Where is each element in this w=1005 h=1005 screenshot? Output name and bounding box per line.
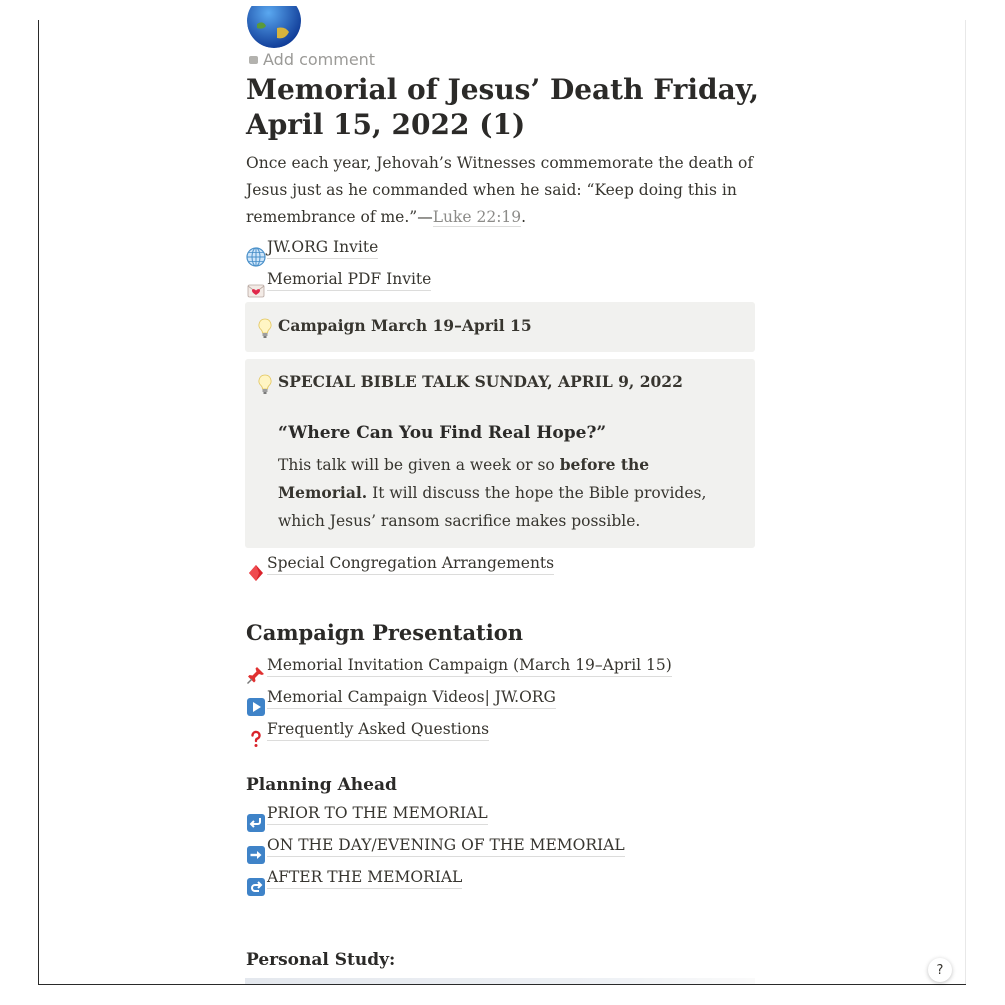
link-label[interactable]: Special Congregation Arrangements [267,554,554,575]
link-label[interactable]: Memorial Invitation Campaign (March 19–April 15) [267,656,672,677]
link-label[interactable]: PRIOR TO THE MEMORIAL [267,804,488,825]
link-memorial-invitation-campaign[interactable] [246,656,672,677]
intro-end: . [521,208,527,226]
link-after-memorial[interactable] [246,868,462,889]
right-arrow-icon [246,845,266,865]
window-bottom-border [38,984,966,985]
red-diamond-icon [246,563,266,583]
link-frequently-asked-questions[interactable] [246,720,489,741]
link-label[interactable]: AFTER THE MEMORIAL [267,868,462,889]
link-memorial-pdf-invite[interactable] [246,270,431,291]
play-button-icon [246,697,266,717]
heading-personal-study: Personal Study: [246,950,396,970]
help-label: ? [936,962,944,978]
link-label[interactable]: Frequently Asked Questions [267,720,489,741]
callout-title: SPECIAL BIBLE TALK SUNDAY, APRIL 9, 2022 [278,372,683,391]
link-label[interactable]: JW.ORG Invite [267,238,378,259]
link-label[interactable]: Memorial PDF Invite [267,270,431,291]
talk-body-after: It will discuss the hope the Bible provides, which Jesus’ ransom sacrifice makes possible. [278,484,707,530]
cropped-table-row [245,978,755,984]
link-day-evening-of-memorial[interactable] [246,836,625,857]
callout-title: Campaign March 19–April 15 [278,316,532,335]
talk-heading: “Where Can You Find Real Hope?” [278,423,607,443]
pushpin-icon [246,665,266,685]
window-left-border [38,20,39,985]
link-label[interactable]: Memorial Campaign Videos| JW.ORG [267,688,556,709]
link-special-congregation-arrangements[interactable] [246,554,554,575]
help-button[interactable] [928,958,952,982]
comment-icon [249,56,258,64]
callout-campaign [245,302,755,352]
curved-arrow-icon [246,877,266,897]
talk-body-before: This talk will be given a week or so [278,456,560,474]
add-comment-button[interactable] [249,50,375,69]
heading-planning-ahead: Planning Ahead [246,775,397,795]
heading-campaign-presentation: Campaign Presentation [246,620,523,645]
earth-globe-icon[interactable] [247,6,301,48]
link-label[interactable]: ON THE DAY/EVENING OF THE MEMORIAL [267,836,625,857]
page-title: Memorial of Jesus’ Death Friday, April 15, 2022 (1) [246,73,760,141]
window-right-border [965,20,966,985]
question-mark-icon [246,729,266,749]
link-jworg-invite[interactable] [246,238,378,259]
scripture-link[interactable]: Luke 22:19 [432,208,522,226]
light-bulb-icon [258,318,272,344]
link-memorial-campaign-videos[interactable] [246,688,556,709]
light-bulb-icon [258,374,272,400]
return-arrow-icon [246,813,266,833]
intro-paragraph [246,150,756,231]
talk-description [278,451,738,535]
talk-body-bold: before the Memorial. [278,455,650,502]
callout-special-bible-talk [245,359,755,548]
intro-text: Once each year, Jehovah’s Witnesses commemorate the death of Jesus just as he commanded when he said: “Keep doing this in remembrance of me.”— [246,154,754,226]
globe-meridians-icon [246,247,266,267]
add-comment-label: Add comment [263,50,376,69]
envelope-heart-icon [246,279,266,299]
link-prior-to-memorial[interactable] [246,804,488,825]
